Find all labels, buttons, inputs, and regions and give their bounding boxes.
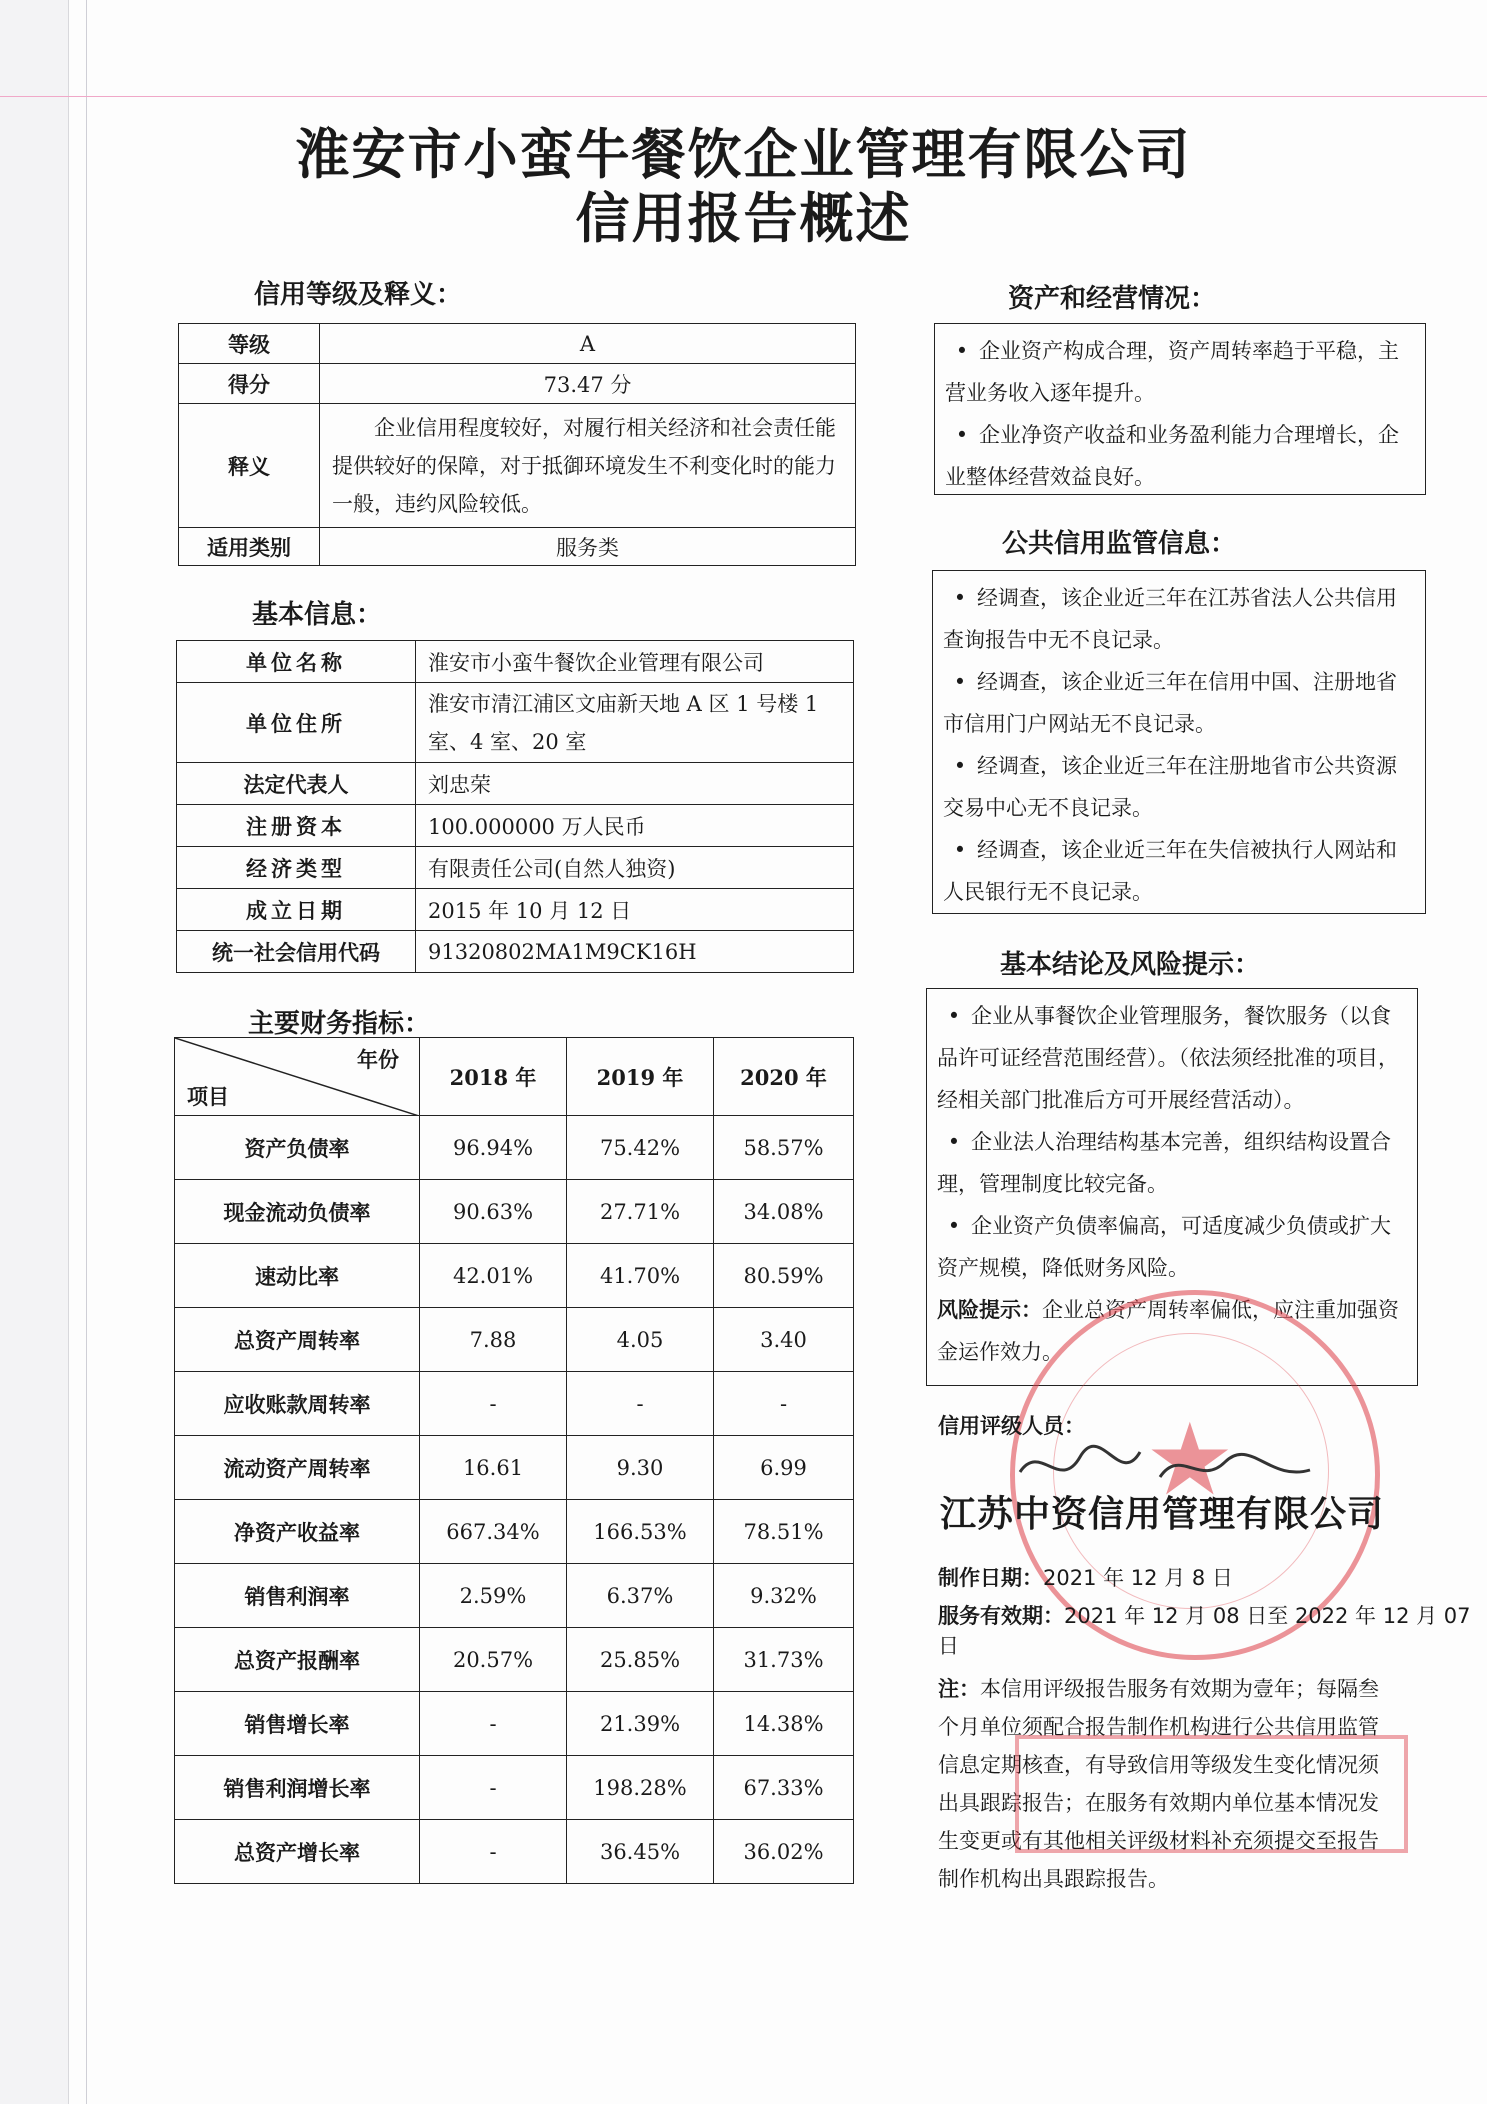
metric-value: 75.42% [567, 1116, 714, 1180]
note-text: 本信用评级报告服务有效期为壹年；每隔叁个月单位须配合报告制作机构进行公共信用监管信息定期核查，有导致信用等级发生变化情况须出具跟踪报告；在服务有效期内单位基本情况发生变更或有其他相关评级材料补充须提交至报告制作机构出具跟踪报告。 [938, 1677, 1379, 1891]
risk-label: 风险提示： [937, 1298, 1042, 1322]
corner-year: 年份 [357, 1048, 399, 1072]
metric-value: - [420, 1372, 567, 1436]
metric-value: 78.51% [714, 1500, 854, 1564]
metric-value: 20.57% [420, 1628, 567, 1692]
assets-item: • 企业净资产收益和业务盈利能力合理增长，企业整体经营效益良好。 [945, 414, 1415, 498]
basic-label: 经济类型 [177, 847, 416, 889]
public-item: • 经调查，该企业近三年在失信被执行人网站和人民银行无不良记录。 [943, 829, 1415, 913]
basic-label: 法定代表人 [177, 763, 416, 805]
metric-value: 3.40 [714, 1308, 854, 1372]
metric-value: 96.94% [420, 1116, 567, 1180]
metric-label: 应收账款周转率 [175, 1372, 420, 1436]
metric-value: 7.88 [420, 1308, 567, 1372]
doc-title-line1: 淮安市小蛮牛餐饮企业管理有限公司 [295, 123, 1192, 186]
conclusion-item: • 企业法人治理结构基本完善，组织结构设置合理，管理制度比较完备。 [937, 1121, 1407, 1205]
metric-value: 42.01% [420, 1244, 567, 1308]
metric-value: 198.28% [567, 1756, 714, 1820]
metric-value: 667.34% [420, 1500, 567, 1564]
finance-heading: 主要财务指标： [248, 1009, 431, 1039]
metric-value: 16.61 [420, 1436, 567, 1500]
metric-value: 25.85% [567, 1628, 714, 1692]
metric-label: 流动资产周转率 [175, 1436, 420, 1500]
metric-value: 34.08% [714, 1180, 854, 1244]
metric-value: 14.38% [714, 1692, 854, 1756]
basic-value: 91320802MA1M9CK16H [416, 931, 854, 973]
valid-line [938, 1600, 1487, 1660]
rater-label: 信用评级人员： [938, 1414, 1085, 1438]
metric-label: 总资产报酬率 [175, 1628, 420, 1692]
made-label: 制作日期： [938, 1566, 1043, 1590]
metric-label: 总资产增长率 [175, 1820, 420, 1884]
year-header: 2019 年 [567, 1038, 714, 1116]
metric-value: 31.73% [714, 1628, 854, 1692]
credit-label: 得分 [179, 364, 320, 404]
basic-label: 单位名称 [177, 641, 416, 683]
metric-value: - [714, 1372, 854, 1436]
assets-heading: 资产和经营情况： [1008, 284, 1217, 314]
metric-value: 6.37% [567, 1564, 714, 1628]
credit-label: 等级 [179, 324, 320, 364]
metric-value: 36.45% [567, 1820, 714, 1884]
basic-value: 有限责任公司(自然人独资) [416, 847, 854, 889]
credit-value: A [320, 324, 856, 364]
pink-rule [0, 96, 1487, 97]
credit-value: 服务类 [320, 528, 856, 566]
year-header: 2018 年 [420, 1038, 567, 1116]
doc-title-line2: 信用报告概述 [575, 187, 912, 250]
made-date: 2021 年 12 月 8 日 [1043, 1566, 1233, 1590]
metric-label: 销售增长率 [175, 1692, 420, 1756]
metric-value: 21.39% [567, 1692, 714, 1756]
metric-value: - [567, 1372, 714, 1436]
metric-value: 6.99 [714, 1436, 854, 1500]
metric-label: 资产负债率 [175, 1116, 420, 1180]
metric-value: 9.32% [714, 1564, 854, 1628]
valid-range: 2021 年 12 月 08 日至 2022 年 12 月 07 日 [938, 1604, 1471, 1658]
metric-label: 销售利润率 [175, 1564, 420, 1628]
metric-label: 净资产收益率 [175, 1500, 420, 1564]
credit-value: 企业信用程度较好，对履行相关经济和社会责任能提供较好的保障，对于抵御环境发生不利变化时的能力一般，违约风险较低。 [320, 404, 856, 528]
public-item: • 经调查，该企业近三年在信用中国、注册地省市信用门户网站无不良记录。 [943, 661, 1415, 745]
metric-value: 166.53% [567, 1500, 714, 1564]
binding-margin [0, 0, 69, 2104]
metric-value: 27.71% [567, 1180, 714, 1244]
credit-table [178, 323, 856, 566]
assets-item: • 企业资产构成合理，资产周转率趋于平稳，主营业务收入逐年提升。 [945, 330, 1415, 414]
basic-value: 2015 年 10 月 12 日 [416, 889, 854, 931]
metric-value: 80.59% [714, 1244, 854, 1308]
conclusion-heading: 基本结论及风险提示： [1000, 950, 1261, 980]
metric-value: 90.63% [420, 1180, 567, 1244]
metric-label: 销售利润增长率 [175, 1756, 420, 1820]
bullet-icon: • [947, 1214, 961, 1238]
assets-box [934, 323, 1426, 495]
finance-corner [175, 1038, 420, 1116]
corner-item: 项目 [187, 1085, 229, 1109]
basic-label: 单位住所 [177, 683, 416, 763]
metric-value: 2.59% [420, 1564, 567, 1628]
basic-value: 淮安市小蛮牛餐饮企业管理有限公司 [416, 641, 854, 683]
basic-value: 100.000000 万人民币 [416, 805, 854, 847]
basic-value: 淮安市清江浦区文庙新天地 A 区 1 号楼 1 室、4 室、20 室 [416, 683, 854, 763]
credit-label: 释义 [179, 404, 320, 528]
public-heading: 公共信用监管信息： [1002, 529, 1237, 559]
conclusion-item: • 企业从事餐饮企业管理服务，餐饮服务（以食品许可证经营范围经营）。（依法须经批准的项目，经相关部门批准后方可开展经营活动）。 [937, 995, 1407, 1121]
metric-value: 9.30 [567, 1436, 714, 1500]
metric-value: 41.70% [567, 1244, 714, 1308]
conclusion-item: • 企业资产负债率偏高，可适度减少负债或扩大资产规模，降低财务风险。 [937, 1205, 1407, 1289]
metric-value: - [420, 1756, 567, 1820]
issuer-company: 江苏中资信用管理有限公司 [940, 1494, 1385, 1535]
year-header: 2020 年 [714, 1038, 854, 1116]
basic-value: 刘忠荣 [416, 763, 854, 805]
metric-label: 速动比率 [175, 1244, 420, 1308]
credit-heading: 信用等级及释义： [254, 280, 463, 310]
made-date-line [938, 1562, 1233, 1592]
metric-value: - [420, 1692, 567, 1756]
metric-value: 58.57% [714, 1116, 854, 1180]
metric-value: - [420, 1820, 567, 1884]
bullet-icon: • [947, 1130, 961, 1154]
bullet-icon: • [955, 339, 969, 363]
metric-value: 4.05 [567, 1308, 714, 1372]
metric-value: 36.02% [714, 1820, 854, 1884]
finance-table [174, 1037, 854, 1884]
bullet-icon: • [953, 838, 967, 862]
seal-star-icon: ★ [1145, 1401, 1235, 1518]
public-box [932, 570, 1426, 914]
basic-label: 成立日期 [177, 889, 416, 931]
risk-text: 企业总资产周转率偏低，应注重加强资金运作效力。 [937, 1298, 1399, 1364]
bullet-icon: • [947, 1004, 961, 1028]
basic-heading: 基本信息： [252, 600, 383, 630]
note-label: 注： [938, 1677, 980, 1701]
basic-table [176, 640, 854, 973]
metric-label: 现金流动负债率 [175, 1180, 420, 1244]
bullet-icon: • [953, 586, 967, 610]
metric-label: 总资产周转率 [175, 1308, 420, 1372]
basic-label: 统一社会信用代码 [177, 931, 416, 973]
bullet-icon: • [953, 670, 967, 694]
binding-line [86, 0, 87, 2104]
bullet-icon: • [953, 754, 967, 778]
metric-value: 67.33% [714, 1756, 854, 1820]
bullet-icon: • [955, 423, 969, 447]
credit-label: 适用类别 [179, 528, 320, 566]
public-item: • 经调查，该企业近三年在江苏省法人公共信用查询报告中无不良记录。 [943, 577, 1415, 661]
public-item: • 经调查，该企业近三年在注册地省市公共资源交易中心无不良记录。 [943, 745, 1415, 829]
credit-value: 73.47 分 [320, 364, 856, 404]
verification-stamp [1015, 1735, 1408, 1853]
valid-label: 服务有效期： [938, 1604, 1064, 1628]
basic-label: 注册资本 [177, 805, 416, 847]
